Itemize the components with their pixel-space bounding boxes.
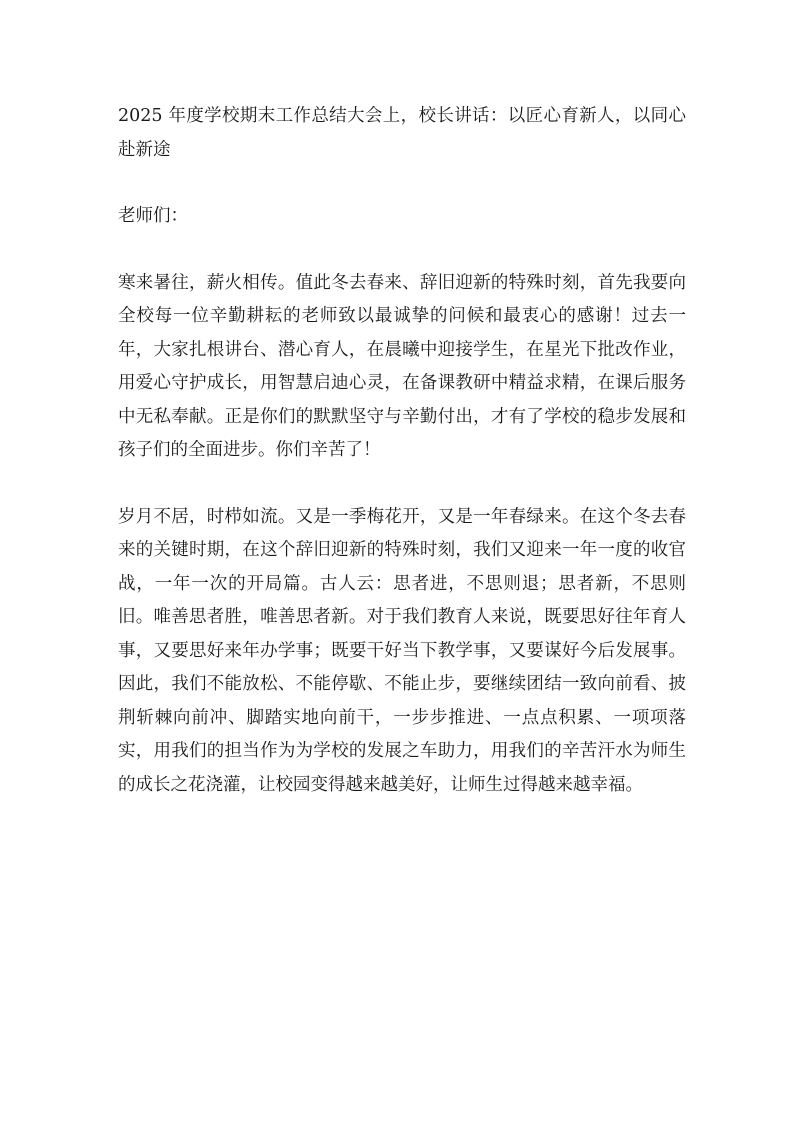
document-title: 2025 年度学校期末工作总结大会上，校长讲话：以匠心育新人，以同心赴新途: [118, 106, 686, 160]
salutation: 老师们：: [118, 206, 188, 226]
paragraph-1: 寒来暑往，薪火相传。值此冬去春来、辞旧迎新的特殊时刻，首先我要向全校每一位辛勤耕耘的老师致以最诚挚的问候和最衷心的感谢！过去一年，大家扎根讲台、潜心育人，在晨曦中迎接学生，在星光下批改作业，用爱心守护成长，用智慧启迪心灵，在备课教研中精益求精，在课后服务中无私奉献。正是你们的默默坚守与辛勤付出，才有了学校的稳步发展和孩子们的全面进步。你们辛苦了！: [118, 272, 686, 460]
document-body: [118, 100, 686, 802]
paragraph-2: 岁月不居，时栉如流。又是一季梅花开，又是一年春绿来。在这个冬去春来的关键时期，在这个辞旧迎新的特殊时刻，我们又迎来一年一度的收官战，一年一次的开局篇。古人云：思者进，不思则退；思者新，不思则旧。唯善思者胜，唯善思者新。对于我们教育人来说，既要思好往年育人事，又要思好来年办学事；既要干好当下教学事，又要谋好今后发展事。因此，我们不能放松、不能停歇、不能止步，要继续团结一致向前看、披荆斩棘向前冲、脚踏实地向前干，一步步推进、一点点积累、一项项落实，用我们的担当作为为学校的发展之车助力，用我们的辛苦汗水为师生的成长之花浇灌，让校园变得越来越美好，让师生过得越来越幸福。: [118, 506, 686, 795]
